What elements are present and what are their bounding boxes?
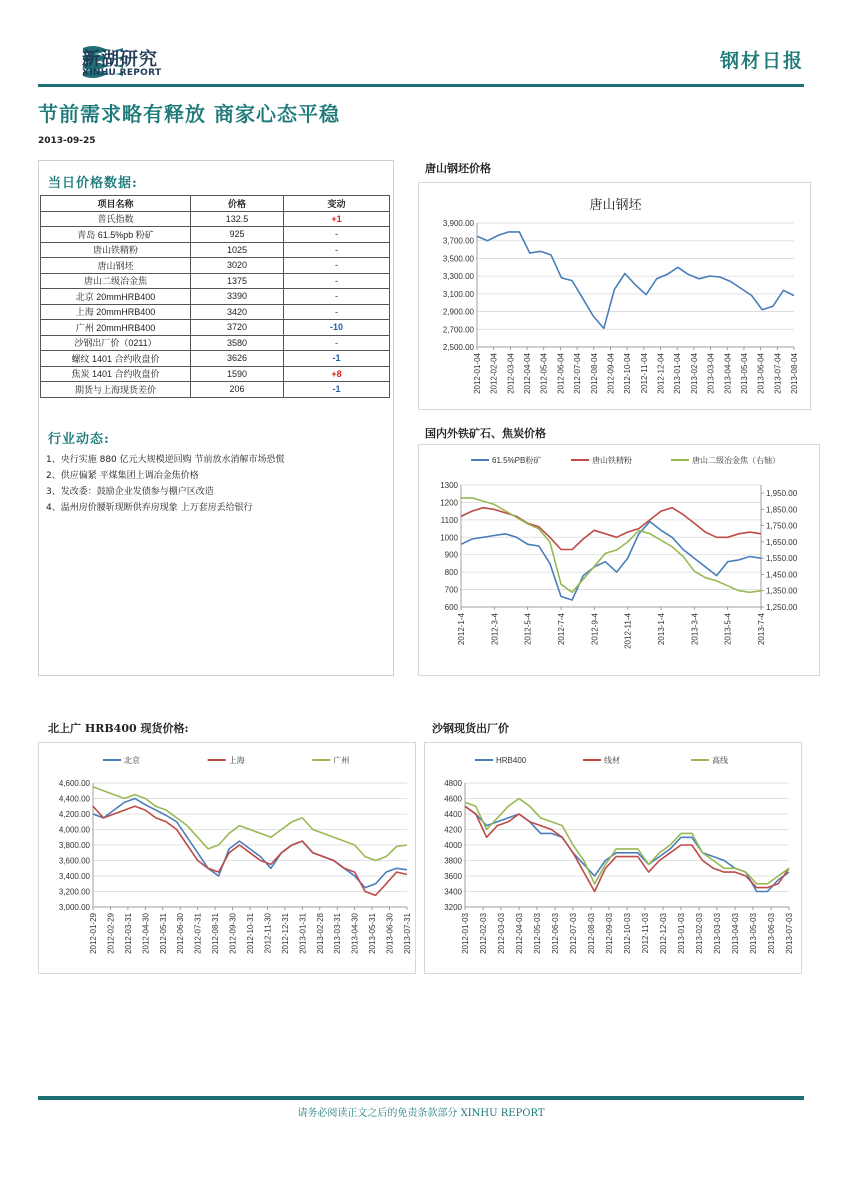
x-tick-label: 2012-04-03: [515, 913, 524, 954]
logo-text-cn: 新湖研究: [82, 49, 158, 70]
x-tick-label: 2013-7-4: [757, 613, 766, 646]
y2-tick-label: 1,350.00: [766, 586, 798, 596]
y-tick-label: 3,900.00: [442, 219, 474, 228]
page-title: 节前需求略有释放 商家心态平稳: [38, 102, 340, 126]
x-tick-label: 2013-04-03: [731, 913, 740, 954]
y-tick-label: 3,800.00: [58, 841, 90, 850]
y-tick-label: 3,700.00: [442, 236, 474, 246]
x-tick-label: 2013-07-04: [773, 353, 783, 394]
item-price: 3020: [191, 258, 284, 274]
item-name: 广州 20mmHRB400: [41, 320, 191, 336]
y-tick-label: 2,500.00: [442, 343, 474, 352]
x-tick-label: 2013-05-04: [739, 353, 749, 394]
x-tick-label: 2012-05-04: [539, 353, 549, 394]
y-tick-label: 1200: [440, 498, 458, 508]
y-tick-label: 4800: [444, 779, 462, 788]
billet-chart: [418, 182, 811, 410]
x-tick-label: 2013-1-4: [657, 613, 666, 646]
x-tick-label: 2013-03-31: [333, 913, 343, 954]
item-change: +8: [284, 366, 390, 382]
x-tick-label: 2012-05-03: [533, 913, 542, 954]
news-item: 1、央行实施 880 亿元大规模逆回购 节前放水消解市场恐慌: [46, 455, 285, 465]
x-tick-label: 2013-02-03: [695, 913, 704, 954]
table-row: [41, 211, 390, 227]
item-price: 3580: [191, 335, 284, 351]
y-tick-label: 3800: [444, 856, 462, 866]
item-price: 206: [191, 382, 284, 398]
item-name: 螺纹 1401 合约收盘价: [41, 351, 191, 367]
x-tick-label: 2012-09-30: [228, 913, 238, 954]
series-line-line-2: [465, 799, 789, 884]
x-tick-label: 2012-03-04: [506, 353, 516, 394]
x-tick-label: 2012-06-04: [556, 353, 566, 394]
rebar-chart-title: 北上广 HRB400 现货价格:: [48, 722, 189, 735]
x-tick-label: 2013-07-31: [403, 913, 412, 954]
item-change: -: [284, 304, 390, 320]
legend-label: 61.5%PB粉矿: [492, 456, 542, 465]
item-price: 1590: [191, 366, 284, 382]
y-tick-label: 3400: [444, 887, 462, 897]
table-header-row: [41, 196, 390, 212]
x-tick-label: 2012-11-03: [641, 913, 650, 954]
y-tick-label: 3,100.00: [442, 289, 474, 299]
y-tick-label: 3,600.00: [58, 856, 90, 866]
x-tick-label: 2012-11-30: [263, 913, 273, 954]
item-name: 焦炭 1401 合约收盘价: [41, 366, 191, 382]
table-row: [41, 382, 390, 398]
billet-svg: [419, 183, 812, 411]
table-row: [41, 289, 390, 305]
x-tick-label: 2012-02-29: [106, 913, 116, 954]
ore-chart-title: 国内外铁矿石、焦炭价格: [425, 427, 546, 440]
x-tick-label: 2012-12-03: [659, 913, 668, 954]
footer-divider: [38, 1096, 804, 1100]
item-change: -: [284, 227, 390, 243]
price-table: [40, 195, 390, 398]
x-tick-label: 2012-04-30: [141, 913, 151, 954]
x-tick-label: 2013-05-31: [368, 913, 378, 954]
x-tick-label: 2013-01-04: [673, 353, 683, 394]
industry-section-heading: 行业动态:: [48, 432, 110, 447]
series-line-billet-0: [477, 232, 794, 329]
y2-tick-label: 1,750.00: [766, 521, 798, 531]
x-tick-label: 2013-06-30: [385, 913, 395, 954]
x-tick-label: 2013-04-04: [723, 353, 733, 394]
x-tick-label: 2013-04-30: [350, 913, 360, 954]
x-tick-label: 2012-02-03: [479, 913, 488, 954]
x-tick-label: 2013-01-03: [677, 913, 686, 954]
x-tick-label: 2012-10-03: [623, 913, 632, 954]
table-row: [41, 273, 390, 289]
item-price: 3390: [191, 289, 284, 305]
y-tick-label: 4,000.00: [58, 825, 90, 835]
legend-label: 广州: [333, 756, 350, 765]
item-price: 1025: [191, 242, 284, 258]
x-tick-label: 2012-12-04: [656, 353, 666, 394]
x-tick-label: 2012-01-04: [473, 353, 482, 394]
news-item: 3、发改委：鼓励企业发债参与棚户区改造: [46, 487, 214, 497]
x-tick-label: 2012-9-4: [590, 613, 600, 646]
legend-label: 北京: [124, 756, 140, 765]
x-tick-label: 2012-08-31: [211, 913, 221, 954]
item-change: +1: [284, 211, 390, 227]
x-tick-label: 2012-1-4: [457, 613, 466, 646]
x-tick-label: 2012-3-4: [490, 613, 500, 646]
item-price: 3420: [191, 304, 284, 320]
y2-tick-label: 1,650.00: [766, 537, 798, 547]
report-type: 钢材日报: [719, 50, 804, 72]
item-price: 132.5: [191, 211, 284, 227]
item-name: 沙钢出厂价（0211）: [41, 335, 191, 351]
item-name: 普氏指数: [41, 211, 191, 227]
y-tick-label: 3,000.00: [58, 903, 90, 912]
x-tick-label: 2013-02-04: [689, 353, 699, 394]
legend-label: 上海: [228, 756, 245, 765]
y2-tick-label: 1,850.00: [766, 505, 798, 515]
table-row: [41, 227, 390, 243]
news-item: 4、温州房价腰斩现断供弃房现象 上万套房丢给银行: [46, 503, 253, 513]
x-tick-label: 2012-5-4: [523, 613, 533, 646]
x-tick-label: 2012-11-4: [623, 613, 633, 649]
table-row: [41, 242, 390, 258]
ore-chart: [418, 444, 820, 676]
shagang-chart-title: 沙钢现货出厂价: [432, 722, 509, 735]
y-tick-label: 900: [444, 550, 458, 560]
x-tick-label: 2013-02-28: [315, 913, 325, 954]
table-row: [41, 304, 390, 320]
item-change: -: [284, 242, 390, 258]
table-row: [41, 351, 390, 367]
item-price: 3626: [191, 351, 284, 367]
x-tick-label: 2012-09-04: [606, 353, 616, 394]
y-tick-label: 4,400.00: [58, 794, 90, 804]
item-name: 唐山铁精粉: [41, 242, 191, 258]
x-tick-label: 2012-12-31: [280, 913, 290, 954]
x-tick-label: 2012-02-04: [489, 353, 499, 394]
y-tick-label: 600: [444, 603, 458, 612]
y-tick-label: 4400: [444, 810, 462, 819]
rebar-svg: [39, 743, 417, 975]
series-line-line-0: [461, 522, 761, 600]
item-change: -: [284, 289, 390, 305]
table-row: [41, 335, 390, 351]
x-tick-label: 2012-03-31: [123, 913, 133, 954]
x-tick-label: 2013-06-03: [767, 913, 776, 954]
chart-title: 唐山钢坯: [589, 198, 642, 213]
item-price: 925: [191, 227, 284, 243]
shagang-chart: [424, 742, 802, 974]
y-tick-label: 1100: [440, 515, 458, 525]
y-tick-label: 3600: [444, 872, 462, 881]
item-change: -: [284, 335, 390, 351]
x-tick-label: 2012-01-29: [89, 913, 98, 954]
y-tick-label: 3200: [444, 903, 462, 912]
legend-label: 线材: [604, 756, 620, 765]
y-tick-label: 2,700.00: [442, 325, 474, 335]
legend-label: 高线: [712, 756, 728, 765]
x-tick-label: 2013-08-04: [790, 353, 799, 394]
y2-tick-label: 1,550.00: [766, 554, 798, 564]
shagang-svg: [425, 743, 803, 975]
y-tick-label: 4,200.00: [58, 810, 90, 819]
item-name: 期货与上海现货差价: [41, 382, 191, 398]
news-item: 2、供应偏紧 平煤集团上调冶金焦价格: [46, 471, 199, 481]
x-tick-label: 2012-08-03: [587, 913, 596, 954]
x-tick-label: 2012-01-03: [461, 913, 470, 954]
x-tick-label: 2013-03-03: [713, 913, 722, 954]
x-tick-label: 2013-05-03: [749, 913, 758, 954]
y-tick-label: 1300: [440, 481, 458, 490]
table-row: [41, 320, 390, 336]
y2-tick-label: 1,950.00: [766, 489, 798, 498]
x-tick-label: 2013-03-04: [706, 353, 716, 394]
news-list: [46, 452, 285, 516]
legend-label: 唐山铁精粉: [592, 456, 632, 465]
table-row: [41, 258, 390, 274]
table-row: [41, 366, 390, 382]
x-tick-label: 2013-3-4: [690, 613, 700, 646]
y2-tick-label: 1,450.00: [766, 570, 798, 580]
series-line-line-2: [461, 498, 761, 592]
legend-label: HRB400: [496, 756, 527, 765]
item-price: 3720: [191, 320, 284, 336]
column-header: 项目名称: [41, 196, 191, 212]
x-tick-label: 2012-03-03: [497, 913, 506, 954]
x-tick-label: 2012-7-4: [557, 613, 566, 646]
y-tick-label: 4000: [444, 841, 462, 850]
x-tick-label: 2012-07-31: [193, 913, 203, 954]
item-name: 上海 20mmHRB400: [41, 304, 191, 320]
x-tick-label: 2012-11-04: [639, 353, 649, 394]
y2-tick-label: 1,250.00: [766, 603, 798, 612]
x-tick-label: 2013-5-4: [723, 613, 733, 646]
item-change: -1: [284, 351, 390, 367]
y-tick-label: 4200: [444, 825, 462, 835]
y-tick-label: 3,400.00: [58, 872, 90, 881]
x-tick-label: 2012-08-04: [589, 353, 599, 394]
x-tick-label: 2012-06-03: [551, 913, 560, 954]
legend-label: 唐山二级冶金焦（右轴）: [692, 456, 780, 465]
x-tick-label: 2012-07-03: [569, 913, 578, 954]
item-change: -1: [284, 382, 390, 398]
x-tick-label: 2012-06-30: [176, 913, 186, 954]
y-tick-label: 2,900.00: [442, 307, 474, 317]
item-change: -: [284, 258, 390, 274]
x-tick-label: 2012-10-31: [246, 913, 255, 954]
rebar-chart: [38, 742, 416, 974]
x-tick-label: 2012-10-04: [623, 353, 633, 394]
x-tick-label: 2013-01-31: [298, 913, 308, 954]
item-price: 1375: [191, 273, 284, 289]
x-tick-label: 2012-05-31: [158, 913, 168, 954]
x-tick-label: 2012-09-03: [605, 913, 614, 954]
price-section-heading: 当日价格数据:: [48, 176, 138, 191]
y-tick-label: 1000: [440, 533, 458, 543]
y-tick-label: 4,600.00: [58, 779, 90, 788]
column-header: 变动: [284, 196, 390, 212]
column-header: 价格: [191, 196, 284, 212]
item-name: 北京 20mmHRB400: [41, 289, 191, 305]
x-tick-label: 2012-04-04: [523, 353, 533, 394]
item-name: 唐山二级冶金焦: [41, 273, 191, 289]
ore-svg: [419, 445, 821, 677]
item-name: 唐山钢坯: [41, 258, 191, 274]
item-change: -: [284, 273, 390, 289]
y-tick-label: 4600: [444, 794, 462, 804]
y-tick-label: 3,300.00: [442, 272, 474, 282]
y-tick-label: 700: [444, 585, 458, 595]
item-change: -10: [284, 320, 390, 336]
report-date: 2013-09-25: [38, 136, 96, 146]
x-tick-label: 2012-07-04: [573, 353, 583, 394]
x-tick-label: 2013-07-03: [785, 913, 794, 954]
x-tick-label: 2013-06-04: [756, 353, 766, 394]
y-tick-label: 800: [444, 568, 458, 578]
series-line-line-1: [461, 508, 761, 550]
logo-text-en: XINHU REPORT: [82, 68, 162, 78]
y-tick-label: 3,200.00: [58, 887, 90, 897]
footer-disclaimer: 请务必阅读正文之后的免责条款部分 XINHU REPORT: [297, 1108, 545, 1119]
y-tick-label: 3,500.00: [442, 254, 474, 264]
series-line-line-0: [93, 799, 407, 888]
billet-chart-title: 唐山钢坯价格: [425, 162, 491, 175]
header-divider: [38, 84, 804, 87]
item-name: 青岛 61.5%pb 粉矿: [41, 227, 191, 243]
